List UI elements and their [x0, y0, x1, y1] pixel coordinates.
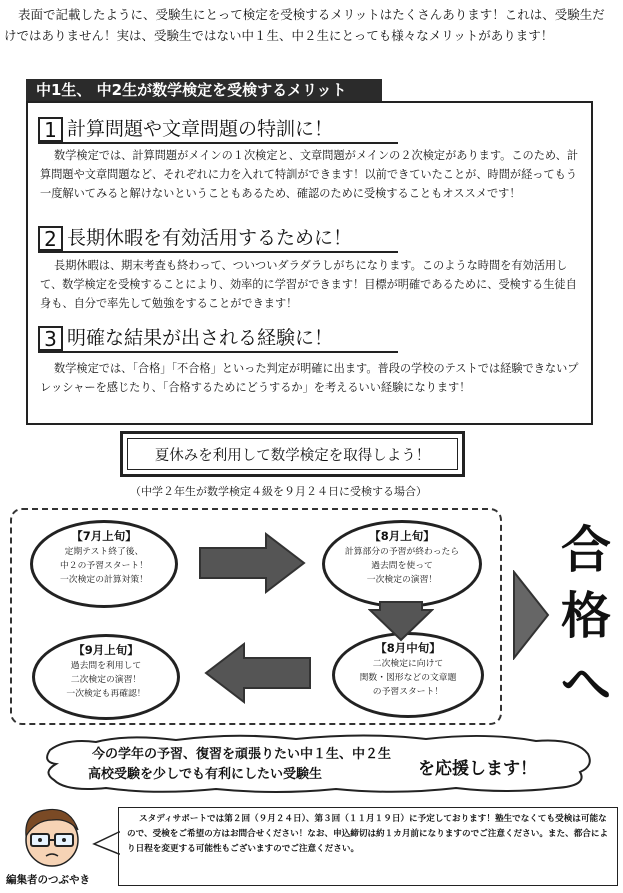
- editor-note: スタディサポートでは第２回（９月２４日）、第３回（１１月１９日）に予定しております！塾生でなくても受検は可能なので、受検をご希望の方はお問合せください！なお、申込締切は約１カ月前になりますのでご注意ください。また、都合により日程を変更する可能性もございますのでご注意ください。: [118, 807, 618, 886]
- merit-2-title: 長期休暇を有効活用するために！: [67, 227, 353, 249]
- flow-step-sept-line: 二次検定の演習！: [70, 675, 142, 685]
- arrow-to-pass-icon: [512, 570, 550, 660]
- flow-step-aug-mid-head: 【8月中旬】: [375, 641, 441, 655]
- summer-callout: [120, 431, 465, 477]
- cloud-line-1: 今の学年の予習、復習を頑張りたい中１生、中２生: [92, 747, 392, 762]
- arrow-right-icon: [198, 532, 306, 594]
- flow-step-aug-early-head: 【8月上旬】: [369, 529, 435, 543]
- pass-char-1: 合: [561, 521, 611, 579]
- flow-step-aug-early-line: 計算部分の予習が終わったら: [344, 547, 460, 557]
- flow-step-sept: [32, 634, 180, 720]
- merit-1-heading: [38, 115, 398, 144]
- cloud-line-2: 高校受験を少しでも有利にしたい受験生: [88, 767, 323, 782]
- section-banner: 中1生、 中2生が数学検定を受検するメリット: [26, 79, 382, 101]
- editor-avatar-icon: [16, 800, 88, 870]
- flow-step-aug-mid-line: 関数・図形などの文章題: [359, 673, 457, 683]
- flow-step-aug-early: [322, 520, 482, 608]
- flow-step-aug-early-line: 過去問を使って: [371, 561, 433, 571]
- merit-2-number: 2: [38, 226, 63, 251]
- flow-step-july-head: 【7月上旬】: [71, 529, 137, 543]
- flow-step-aug-mid-line: の予習スタート！: [372, 687, 444, 697]
- merit-3-body: 数学検定では、「合格」「不合格」といった判定が明確に出ます。普段の学校のテストでは経験できないプレッシャーを感じたり、「合格するためにどうするか」を考えるいい経験になります！: [40, 362, 579, 394]
- pass-char-2: 格: [561, 587, 611, 645]
- merit-2-body: 長期休暇は、期末考査も終わって、ついついダラダラしがちになります。このような時間を有効活用して、数学検定を受検することにより、効率的に学習ができます！目標が明確であるために、受検する生徒自身も、自分で率先して勉強をすることができます！: [40, 259, 577, 310]
- flow-step-aug-mid: [332, 632, 484, 718]
- summer-callout-text: 夏休みを利用して数学検定を取得しよう！: [127, 438, 458, 470]
- flow-step-aug-early-line: 一次検定の演習！: [366, 575, 438, 585]
- flow-step-july-line: 一次検定の計算対策！: [60, 575, 148, 585]
- cloud-suffix: を応援します！: [418, 759, 537, 779]
- flow-step-sept-head: 【9月上旬】: [73, 643, 139, 657]
- arrow-down-icon: [368, 600, 434, 642]
- intro-paragraph: 表面で記載したように、受験生にとって検定を受検するメリットはたくさんあります！これは、受験生だけではありません！実は、受験生ではない中１生、中２生にとっても様々なメリットがあります！: [4, 7, 605, 43]
- flow-step-july: [30, 520, 178, 608]
- merit-1-title: 計算問題や文章問題の特訓に！: [67, 118, 334, 140]
- pass-char-3: へ: [561, 655, 611, 713]
- merit-2-heading: [38, 224, 398, 253]
- merit-3-heading: [38, 324, 398, 353]
- flow-step-sept-line: 過去問を利用して: [70, 661, 142, 671]
- arrow-left-icon: [202, 642, 312, 704]
- merits-box: [26, 101, 593, 425]
- merit-1-body: 数学検定では、計算問題がメインの１次検定と、文章問題がメインの２次検定があります。このため、計算問題や文章問題など、それぞれに力を入れて特訓ができます！以前できていたことが、時間が経ってもう一度解いてみると解けないということもあるため、確認のために受検することもオススメです！: [40, 149, 579, 200]
- schedule-flow: [10, 508, 502, 725]
- flow-step-july-line: 定期テスト終了後、: [64, 547, 144, 557]
- merit-3-number: 3: [38, 326, 63, 351]
- callout-note: （中学２年生が数学検定４級を９月２４日に受検する場合）: [130, 485, 427, 498]
- merit-1-number: 1: [38, 117, 63, 142]
- flow-step-july-line: 中２の予習スタート！: [60, 561, 148, 571]
- flow-step-aug-mid-line: 二次検定に向けて: [372, 659, 444, 669]
- editor-label: 編集者のつぶやき: [6, 874, 90, 886]
- flow-step-sept-line: 一次検定も再確認！: [66, 689, 146, 699]
- merit-3-title: 明確な結果が出される経験に！: [67, 327, 334, 349]
